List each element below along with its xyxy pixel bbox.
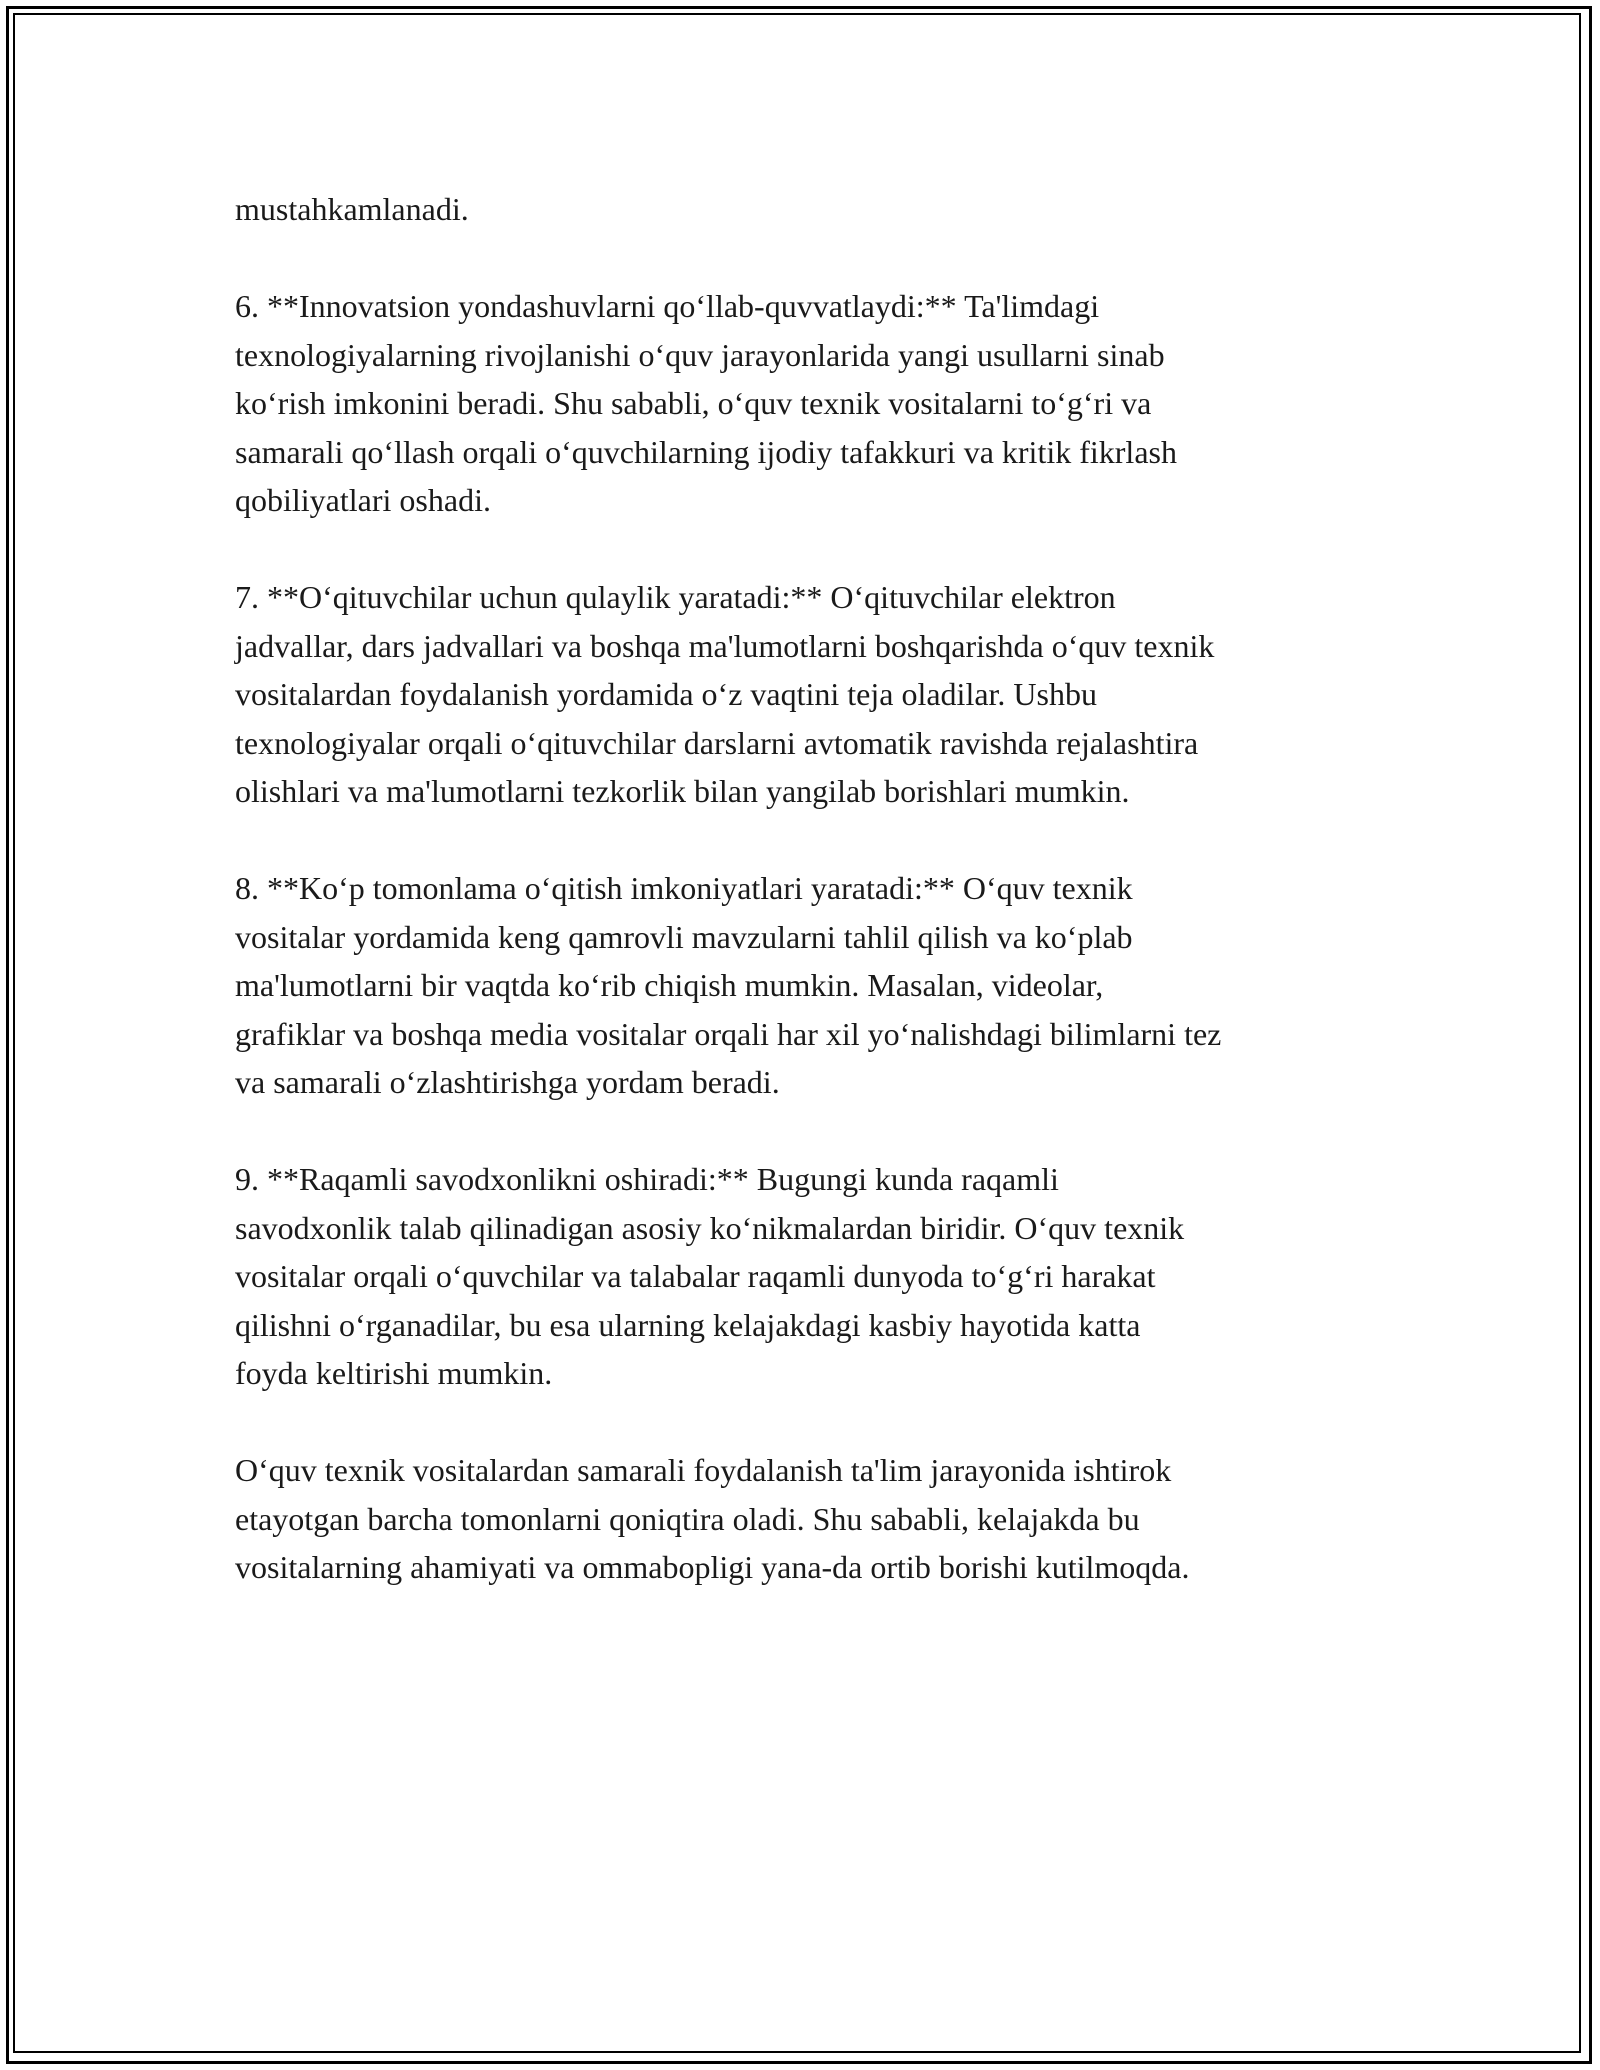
paragraph-conclusion: O‘quv texnik vositalardan samarali foydalanish ta'lim jarayonida ishtirok etayotgan barcha tomonlarni qoniqtira oladi. Shu sababli, kelajakda bu vositalarning ahamiyati va ommabopligi yana-da ortib borishi kutilmoqda.	[235, 1452, 1190, 1585]
paragraph-item-7: 7. **O‘qituvchilar uchun qulaylik yaratadi:** O‘qituvchilar elektron jadvallar, dars jadvallari va boshqa ma'lumotlarni boshqarishda o‘quv texnik vositalardan foydalanish yordamida o‘z vaqtini teja oladilar. Ushbu texnologiyalar orqali o‘qituvchilar darslarni avtomatik ravishda rejalashtira olishlari va ma'lumotlarni tezkorlik bilan yangilab borishlari mumkin.	[235, 579, 1215, 809]
paragraph-item-9: 9. **Raqamli savodxonlikni oshiradi:** Bugungi kunda raqamli savodxonlik talab qilinadigan asosiy ko‘nikmalardan biridir. O‘quv texnik vositalar orqali o‘quvchilar va talabalar raqamli dunyoda to‘g‘ri harakat qilishni o‘rganadilar, bu esa ularning kelajakdagi kasbiy hayotida katta foyda keltirishi mumkin.	[235, 1161, 1185, 1391]
paragraph-item-6: 6. **Innovatsion yondashuvlarni qo‘llab-quvvatlaydi:** Ta'limdagi texnologiyalarning rivojlanishi o‘quv jarayonlarida yangi usullarni sinab ko‘rish imkonini beradi. Shu sababli, o‘quv texnik vositalarni to‘g‘ri va samarali qo‘llash orqali o‘quvchilarning ijodiy tafakkuri va kritik fikrlash qobiliyatlari oshadi.	[235, 288, 1177, 518]
document-body	[235, 185, 1375, 1640]
paragraph-continuation: mustahkamlanadi.	[235, 191, 469, 227]
paragraph-item-8: 8. **Ko‘p tomonlama o‘qitish imkoniyatlari yaratadi:** O‘quv texnik vositalar yordamida keng qamrovli mavzularni tahlil qilish va ko‘plab ma'lumotlarni bir vaqtda ko‘rib chiqish mumkin. Masalan, videolar, grafiklar va boshqa media vositalar orqali har xil yo‘nalishdagi bilimlarni tez va samarali o‘zlashtirishga yordam beradi.	[235, 870, 1222, 1100]
